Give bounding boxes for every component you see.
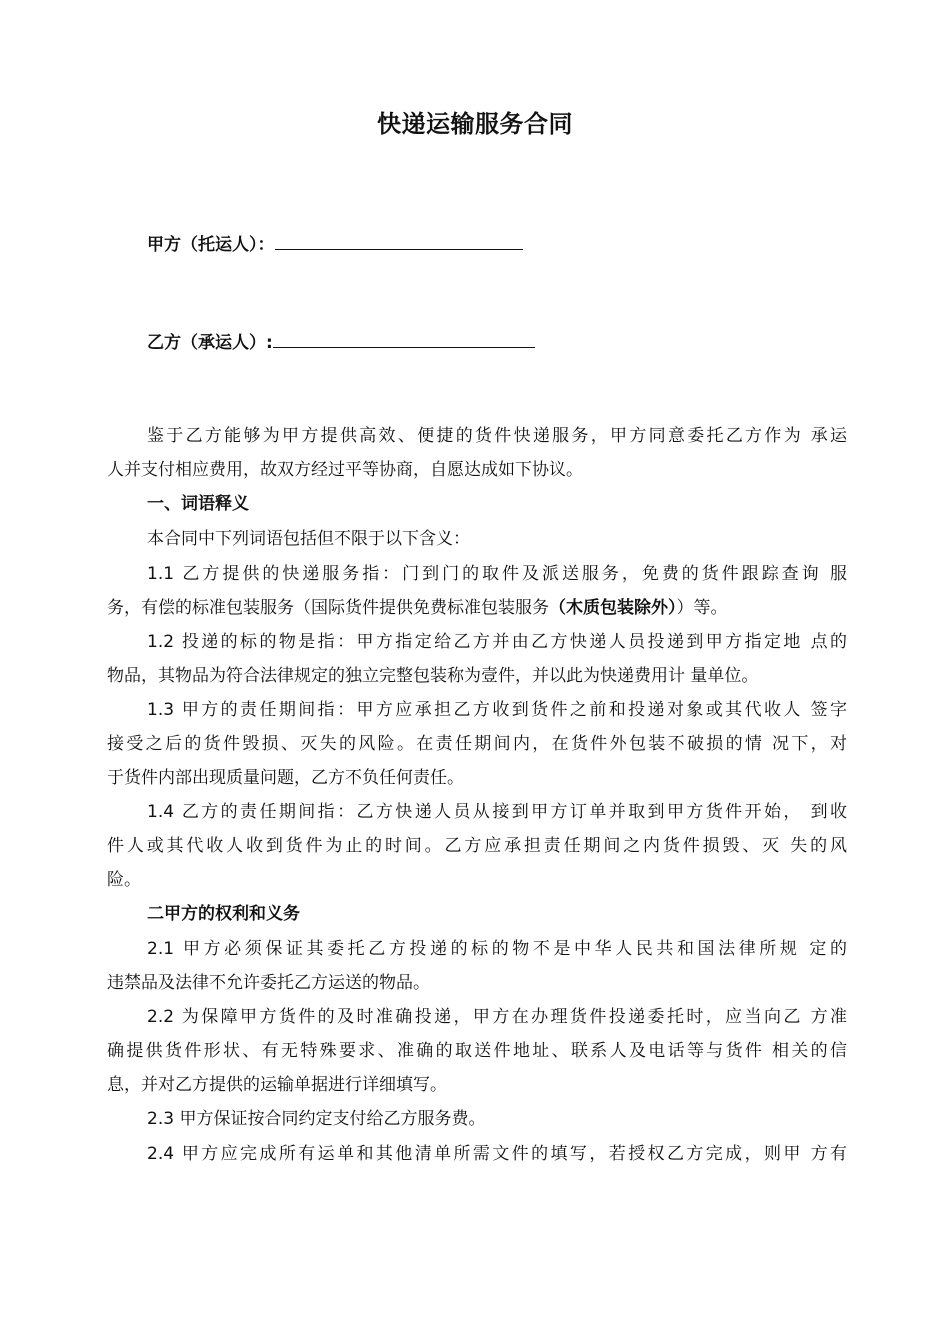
preamble-line: 人并支付相应费用，故双方经过平等协商，自愿达成如下协议。 — [107, 460, 583, 480]
section-2-heading: 二甲方的权利和义务 — [147, 904, 300, 924]
clause-line: 险。 — [107, 870, 141, 890]
clause-line: 确提供货件形状、有无特殊要求、准确的取送件地址、联系人及电话等与货件 相关的信 — [107, 1041, 847, 1061]
clause-2-1 — [107, 932, 847, 1000]
clause-line: 违禁品及法律不允许委托乙方运送的物品。 — [107, 973, 430, 993]
clause-line: 物品，其物品为符合法律规定的独立完整包装称为壹件，并以此为快递费用计 量单位。 — [107, 666, 759, 686]
clause-1-4 — [107, 795, 847, 897]
party-b-label: 乙方（承运人）: — [147, 333, 273, 353]
clause-1-2 — [107, 625, 847, 693]
clause-text: ）等。 — [676, 598, 728, 618]
clause-line: 2.1 甲方必须保证其委托乙方投递的标的物不是中华人民共和国法律所规 定的 — [147, 939, 847, 959]
clause-text: 务，有偿的标准包装服务（国际货件提供免费标准包装服务 — [107, 598, 549, 618]
section-1-heading: 一、词语释义 — [147, 494, 249, 514]
clause-line: 2.4 甲方应完成所有运单和其他清单所需文件的填写，若授权乙方完成，则甲 方有 — [147, 1144, 847, 1164]
clause-line — [107, 591, 847, 625]
preamble-line: 鉴于乙方能够为甲方提供高效、便捷的货件快递服务，甲方同意委托乙方作为 承运 — [147, 426, 847, 446]
clause-line: 于货件内部出现质量问题，乙方不负任何责任。 — [107, 768, 464, 788]
clause-2-3: 2.3 甲方保证按合同约定支付给乙方服务费。 — [147, 1109, 486, 1129]
party-b-blank — [273, 331, 535, 348]
clause-line: 1.4 乙方的责任期间指：乙方快递人员从接到甲方订单并取到甲方货件开始， 到收 — [147, 802, 847, 822]
party-a-line — [147, 230, 523, 255]
clause-line: 1.1 乙方提供的快递服务指：门到门的取件及派送服务，免费的货件跟踪查询 服 — [147, 564, 847, 584]
clause-line: 1.2 投递的标的物是指：甲方指定给乙方并由乙方快递人员投递到甲方指定地 点的 — [147, 632, 847, 652]
clause-1-3 — [107, 693, 847, 795]
party-a-label: 甲方（托运人）： — [147, 235, 275, 255]
clause-1-1 — [107, 557, 847, 625]
party-a-blank — [275, 233, 523, 250]
document-title: 快递运输服务合同 — [377, 110, 573, 138]
party-b-line — [147, 328, 535, 353]
clause-2-2 — [107, 1000, 847, 1102]
clause-line: 件人或其代收人收到货件为止的时间。乙方应承担责任期间之内货件损毁、灭 失的风 — [107, 836, 847, 856]
clause-line: 2.2 为保障甲方货件的及时准确投递，甲方在办理货件投递委托时，应当向乙 方准 — [147, 1007, 847, 1027]
clause-line: 息，并对乙方提供的运输单据进行详细填写。 — [107, 1075, 447, 1095]
clause-bold-text: （木质包装除外） — [549, 598, 677, 618]
clause-2-4 — [107, 1137, 847, 1171]
contract-body — [107, 419, 847, 1171]
preamble — [107, 419, 847, 487]
clause-line: 接受之后的货件毁损、灭失的风险。在责任期间内，在货件外包装不破损的情 况下，对 — [107, 734, 847, 754]
section-1-intro: 本合同中下列词语包括但不限于以下含义： — [147, 529, 470, 549]
clause-line: 1.3 甲方的责任期间指：甲方应承担乙方收到货件之前和投递对象或其代收人 签字 — [147, 700, 847, 720]
